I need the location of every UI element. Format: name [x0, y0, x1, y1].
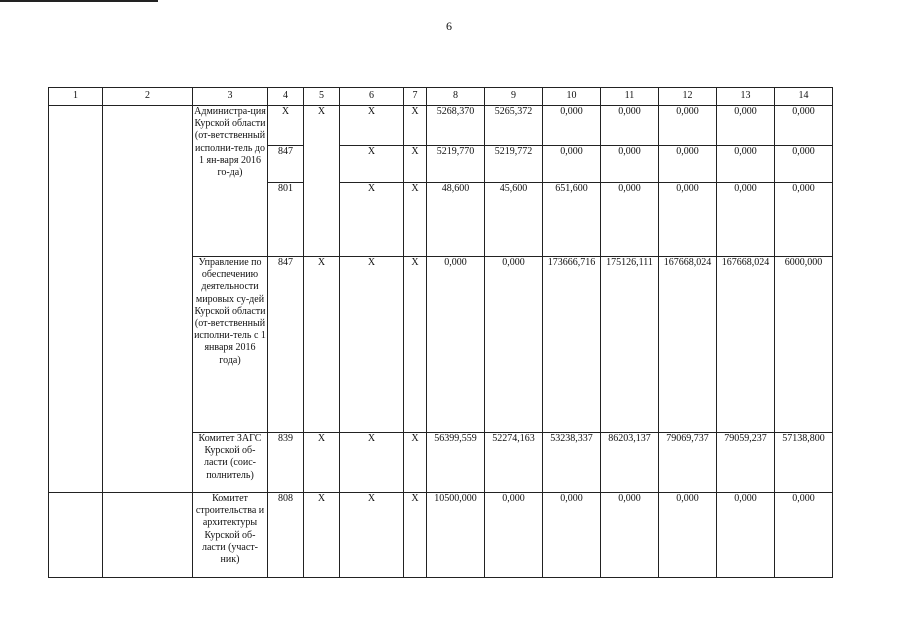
table-cell: X [304, 257, 340, 433]
header-cell: 11 [601, 88, 659, 106]
table-cell: 6000,000 [775, 257, 833, 433]
table-cell: 167668,024 [659, 257, 717, 433]
header-row [49, 88, 833, 106]
table-cell: 651,600 [543, 183, 601, 257]
report-table [48, 87, 833, 578]
table-cell: X [340, 257, 404, 433]
org-name-courts-department: Управление по обеспечению деятельности мировых су-дей Курской области (от-ветственный исполни-тель с 1 января 2016 года) [193, 257, 268, 433]
table-cell: X [268, 106, 304, 146]
header-cell: 6 [340, 88, 404, 106]
table-cell: X [340, 433, 404, 493]
col1-empty-cell [49, 106, 103, 493]
table-cell: 45,600 [485, 183, 543, 257]
table-cell: X [404, 493, 427, 578]
table-cell: 801 [268, 183, 304, 257]
header-cell: 8 [427, 88, 485, 106]
table-cell: 5268,370 [427, 106, 485, 146]
table-cell: 0,000 [543, 493, 601, 578]
header-cell: 14 [775, 88, 833, 106]
table-cell: 86203,137 [601, 433, 659, 493]
table-cell: 48,600 [427, 183, 485, 257]
table-cell: 0,000 [543, 146, 601, 183]
table-cell: 0,000 [659, 106, 717, 146]
col1-empty-cell [49, 493, 103, 578]
table-cell: X [404, 433, 427, 493]
table-cell: 57138,800 [775, 433, 833, 493]
col2-empty-cell [103, 106, 193, 493]
table-cell: 0,000 [601, 106, 659, 146]
org-name-administration: Администра-ция Курской области (от-ветственный исполни-тель до 1 ян-варя 2016 го-да) [193, 106, 268, 257]
table-row [49, 106, 833, 146]
table-cell: 0,000 [485, 257, 543, 433]
table-cell: 0,000 [543, 106, 601, 146]
table-cell: 5265,372 [485, 106, 543, 146]
table-cell: 0,000 [775, 106, 833, 146]
table-cell: 52274,163 [485, 433, 543, 493]
header-cell: 12 [659, 88, 717, 106]
table-cell: 0,000 [659, 146, 717, 183]
header-cell: 7 [404, 88, 427, 106]
top-rule [0, 0, 158, 2]
table-cell: 839 [268, 433, 304, 493]
header-cell: 1 [49, 88, 103, 106]
table-cell: 808 [268, 493, 304, 578]
table-cell: 847 [268, 257, 304, 433]
col2-empty-cell [103, 493, 193, 578]
table-cell: 5219,770 [427, 146, 485, 183]
table-cell: 0,000 [485, 493, 543, 578]
table-cell: 0,000 [601, 493, 659, 578]
table-cell: X [340, 493, 404, 578]
table-cell: 0,000 [659, 493, 717, 578]
org-name-registry-committee: Комитет ЗАГС Курской об-ласти (соис-полнитель) [193, 433, 268, 493]
table-cell: 175126,111 [601, 257, 659, 433]
table-cell: 79059,237 [717, 433, 775, 493]
table-row [49, 493, 833, 578]
header-cell: 2 [103, 88, 193, 106]
table-cell: 10500,000 [427, 493, 485, 578]
table-cell: X [340, 183, 404, 257]
table-cell: 53238,337 [543, 433, 601, 493]
table-cell: X [404, 146, 427, 183]
header-cell: 5 [304, 88, 340, 106]
table-cell: 5219,772 [485, 146, 543, 183]
table-cell: X [404, 257, 427, 433]
table-cell: 0,000 [717, 146, 775, 183]
table-cell: X [304, 493, 340, 578]
table-cell: 167668,024 [717, 257, 775, 433]
header-cell: 13 [717, 88, 775, 106]
header-cell: 10 [543, 88, 601, 106]
table-cell: X [340, 106, 404, 146]
table-cell: X [304, 433, 340, 493]
table-cell: 0,000 [717, 106, 775, 146]
table-cell: X [304, 106, 340, 257]
table-cell: 0,000 [427, 257, 485, 433]
header-cell: 3 [193, 88, 268, 106]
page-number: 6 [446, 19, 452, 33]
table-cell: X [340, 146, 404, 183]
header-cell: 4 [268, 88, 304, 106]
header-cell: 9 [485, 88, 543, 106]
table-cell: 0,000 [601, 146, 659, 183]
table-cell: 0,000 [601, 183, 659, 257]
table-cell: X [404, 106, 427, 146]
table-cell: 56399,559 [427, 433, 485, 493]
table-cell: 79069,737 [659, 433, 717, 493]
table-cell: 0,000 [717, 183, 775, 257]
table-cell: 847 [268, 146, 304, 183]
table-cell: 0,000 [775, 493, 833, 578]
table-cell: 0,000 [775, 146, 833, 183]
table-cell: 0,000 [659, 183, 717, 257]
org-name-construction-committee: Комитет строительства и архитектуры Курской об-ласти (участ-ник) [193, 493, 268, 578]
table-cell: 173666,716 [543, 257, 601, 433]
table-cell: 0,000 [717, 493, 775, 578]
table-cell: X [404, 183, 427, 257]
table-cell: 0,000 [775, 183, 833, 257]
